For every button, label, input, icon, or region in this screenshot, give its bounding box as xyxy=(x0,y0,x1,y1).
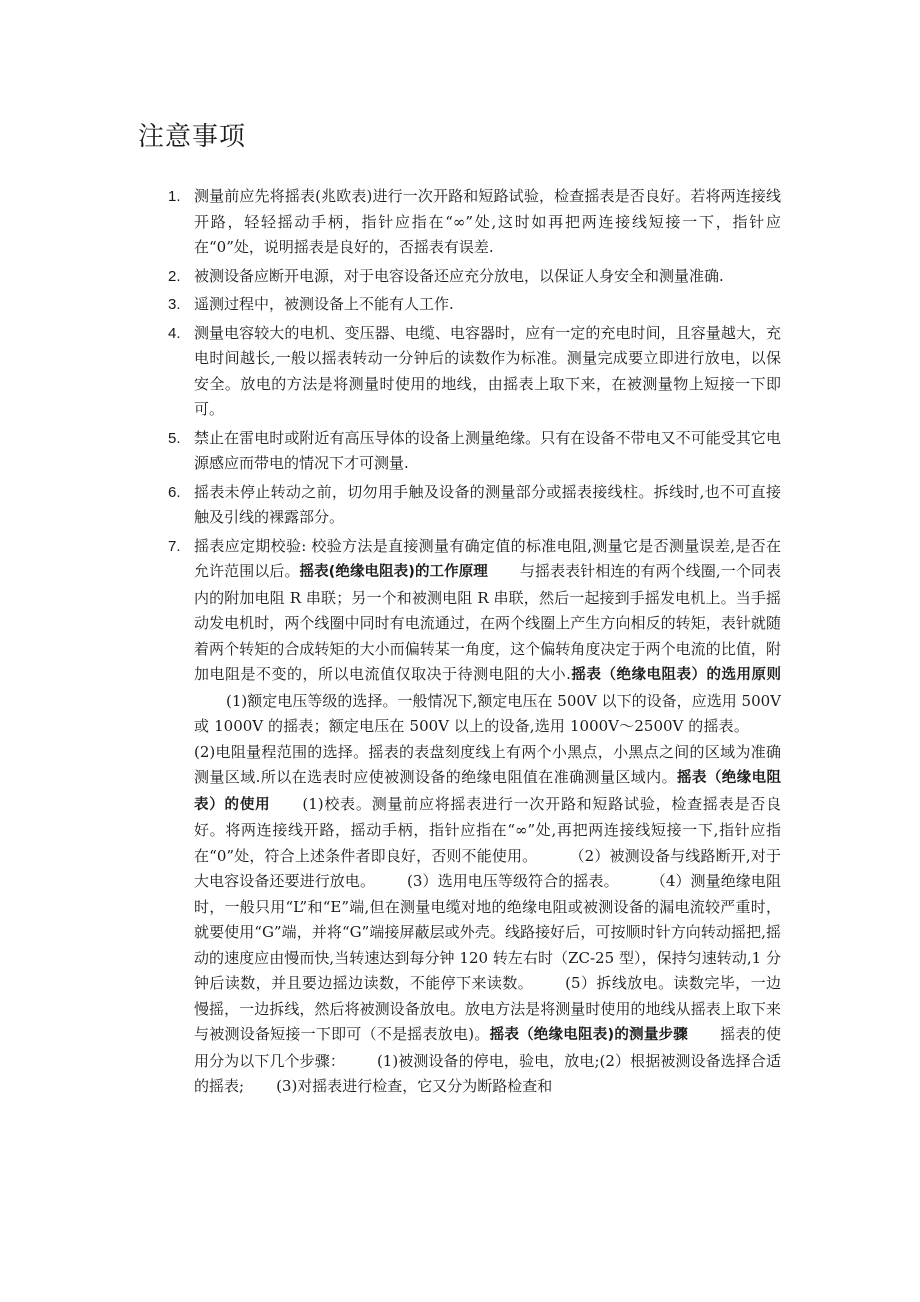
paragraph-text: （4）测量绝缘电阻时，一般只用“L”和“E”端,但在测量电缆对地的绝缘电阻或被测设备的漏电流较严重时，就要使用“G”端，并将“G”端接屏蔽层或外壳。线路接好后，可按顺时针方向转动摇把,摇动的速度应由慢而快,当转速达到每分钟 120 转左右时（ZC-25 型），保持匀速转动,1 分钟后读数，并且要边摇边读数，不能停下来读数。 xyxy=(194,872,781,992)
list-item xyxy=(0,426,781,477)
list-item-text: 被测设备应断开电源，对于电容设备还应充分放电，以保证人身安全和测量准确. xyxy=(194,266,724,285)
list-item-text: 测量电容较大的电机、变压器、电缆、电容器时，应有一定的充电时间，且容量越大，充电时间越长,一般以摇表转动一分钟后的读数作为标准。测量完成要立即进行放电，以保安全。放电的方法是将测量时使用的地线，由摇表上取下来，在被测量物上短接一下即可。 xyxy=(194,323,781,418)
list-item-number: 4. xyxy=(168,324,181,342)
section-heading: 摇表(绝缘电阻表)的工作原理 xyxy=(299,564,488,580)
list-item xyxy=(0,321,781,423)
section-heading: 摇表（绝缘电阻表)的测量步骤 xyxy=(489,1027,689,1043)
paragraph-text: (2)电阻量程范围的选择。摇表的表盘刻度线上有两个小黑点，小黑点之间的区域为准确测量区域.所以在选表时应使被测设备的绝缘电阻值在准确测量区域内。 xyxy=(194,742,781,786)
list-item xyxy=(0,534,781,1100)
list-item-number: 1. xyxy=(168,188,181,205)
paragraph-text: (1)被测设备的停电，验电，放电; xyxy=(376,1051,600,1070)
paragraph-text: (1)额定电压等级的选择。一般情况下,额定电压在 500V 以下的设备，应选用 500V 或 1000V 的摇表；额定电压在 500V 以上的设备,选用 1000V～2500V 的摇表。 xyxy=(194,691,781,735)
notes-list xyxy=(0,184,920,1103)
list-item-text: 摇表未停止转动之前，切勿用手触及设备的测量部分或摇表接线柱。拆线时,也不可直接触及引线的裸露部分。 xyxy=(194,482,781,526)
paragraph-text: 与摇表表针相连的有两个线圈,一个同表内的附加电阻 R 串联；另一个和被测电阻 R 串联，然后一起接到手摇发电机上。当手摇动发电机时，两个线圈中同时有电流通过，在两个线圈上产生方向相反的转矩，表针就随着两个转矩的合成转矩的大小而偏转某一角度，这个偏转角度决定于两个电流的比值，附加电阻是不变的，所以电流值仅取决于待测电阻的大小. xyxy=(194,562,781,683)
list-item xyxy=(0,480,781,531)
paragraph-text: (1)校表。测量前应将摇表进行一次开路和短路试验，检查摇表是否良好。将两连接线开路，摇动手柄，指针应指在“∞”处,再把两连接线短接一下,指针应指在“0”处，符合上述条件者即良好，否则不能使用。 xyxy=(194,794,781,865)
list-item xyxy=(0,292,781,318)
page-title: 注意事项 xyxy=(138,122,247,152)
list-item-number: 5. xyxy=(168,429,181,447)
section-heading: 摇表（绝缘电阻表）的选用原则 xyxy=(570,667,782,683)
paragraph-text: 摇表应定期校验: 校验方法是直接测量有确定值的标准电阻,测量它是否测量误差,是否在允许范围以后。 xyxy=(194,536,781,580)
list-item-text: 测量前应先将摇表(兆欧表)进行一次开路和短路试验，检查摇表是否良好。若将两连接线开路，轻轻摇动手柄，指针应指在“∞”处,这时如再把两连接线短接一下，指针应在“0”处，说明摇表是良好的，否摇表有误差. xyxy=(194,187,781,256)
list-item-number: 6. xyxy=(168,483,181,501)
list-item xyxy=(0,264,781,290)
list-item-number: 3. xyxy=(168,296,181,313)
paragraph-text: (5）拆线放电。读数完毕，一边慢摇，一边拆线，然后将被测设备放电。放电方法是将测量时使用的地线从摇表上取下来与被测设备短接一下即可（不是摇表放电)。 xyxy=(194,974,781,1043)
list-item-number: 7. xyxy=(168,537,181,555)
paragraph-text: 摇表的使用分为以下几个步骤： xyxy=(194,1025,781,1070)
paragraph-text: (3)对摇表进行检查，它又分为断路检查和 xyxy=(276,1077,553,1095)
list-item xyxy=(0,184,781,261)
paragraph-text: （2）被测设备与线路断开,对于大电容设备还要进行放电。 xyxy=(194,846,781,890)
list-item-text: 禁止在雷电时或附近有高压导体的设备上测量绝缘。只有在设备不带电又不可能受其它电源感应而带电的情况下才可测量. xyxy=(194,428,781,472)
paragraph-text: (3）选用电压等级符合的摇表。 xyxy=(407,872,619,890)
section-heading: 摇表（绝缘电阻表）的使用 xyxy=(194,770,781,813)
list-item-number: 2. xyxy=(168,267,181,285)
paragraph-text: (2）根据被测设备选择合适的摇表; xyxy=(194,1051,781,1095)
list-item-text: 遥测过程中，被测设备上不能有人工作. xyxy=(194,295,454,313)
